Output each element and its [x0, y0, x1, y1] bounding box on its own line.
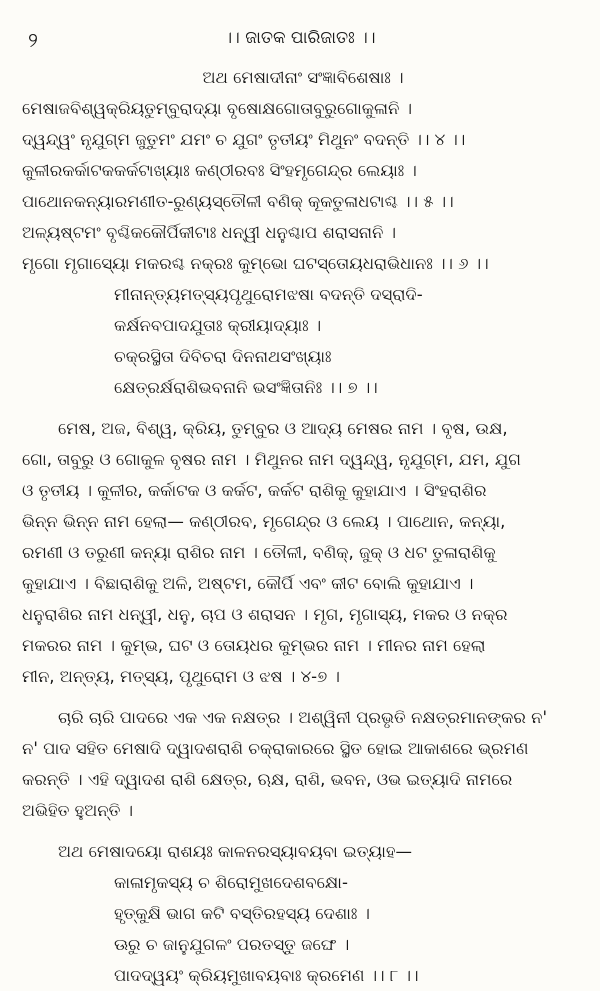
verse-line: ଊରୁ ଚ ଜାନୁଯୁଗଳଂ ପରତସ୍ତୁ ଜଙ୍ଘେ ।	[114, 935, 350, 954]
commentary-line: ମକରର ନାମ । କୁମ୍ଭ, ଘଟ ଓ ତୋୟଧର କୁମ୍ଭର ନାମ । ମୀନର ନାମ ହେଲା	[22, 636, 486, 655]
page-header	[28, 28, 572, 58]
verse-block-3	[22, 867, 584, 991]
verse-line: ଅଳ୍ୟଷ୍ଟମଂ ବୃଶ୍ଚିକକୌର୍ପିକୀଟାଃ ଧନ୍ୱୀ ଧନୁଶ୍ଚାପ ଶରାସନାନି ।	[22, 223, 397, 242]
verse-line: କ୍ଷେତ୍ରର୍କ୍ଷରାଶିଭବନାନି ଭସଂଜ୍ଞିତାନିଃ ।। ୭ ।।	[114, 378, 378, 397]
commentary-line: ମେଷ, ଅଜ, ବିଶ୍ୱ, କ୍ରିୟ, ତୁମ୍ବୁର ଓ ଆଦ୍ୟ ମେଷର ନାମ । ବୃଷ, ଉକ୍ଷ,	[58, 419, 508, 438]
spacer	[22, 826, 584, 836]
commentary-paragraph-1	[22, 413, 584, 692]
commentary-line: ଗୋ, ତାବୁରୁ ଓ ଗୋକୁଳ ବୃଷର ନାମ । ମିଥୁନର ନାମ ଦ୍ୱନ୍ଦ୍ୱ, ନୃଯୁଗ୍ମ, ଯମ, ଯୁଗ	[22, 450, 521, 469]
verse-line: କର୍କ୍ଷନବପାଦଯୁତାଃ କ୍ରୀୟାଦ୍ୟାଃ ।	[114, 316, 322, 335]
commentary-line: ମୀନ, ଅନ୍ତ୍ୟ, ମତ୍ସ୍ୟ, ପୃଥୁରୋମ ଓ ଝଷ । ୪-୭ ।	[22, 667, 340, 686]
commentary-line: ରମଣୀ ଓ ତରୁଣୀ କନ୍ୟା ରାଶିର ନାମ । ତୌଳୀ, ବଣିକ୍, ଜୁକ୍ ଓ ଧଟ ତୁଳାରାଶିକୁ	[22, 543, 496, 562]
verse-line: ଚକ୍ରସ୍ଥିତା ଦିବିଚରା ଦିନନାଥସଂଖ୍ୟାଃ	[114, 347, 332, 366]
commentary-line: ଅଭିହିତ ହୁଅନ୍ତି ।	[22, 801, 134, 820]
section-heading: ଅଥ ମେଷାଦୀନାଂ ସଂଜ୍ଞାବିଶେଷାଃ ।	[202, 68, 404, 87]
verse-block-2	[22, 279, 584, 403]
section-intro: ଅଥ ମେଷାଦୟୋ ରାଶୟଃ କାଳନରସ୍ୟାବୟବା ଇତ୍ୟାହ—	[58, 842, 413, 861]
verse-line: ମୀନାନ୍ତ୍ୟମତ୍ସ୍ୟପୃଥୁରୋମଝଷା ବଦନ୍ତି ଦସ୍ରାଦି-	[114, 285, 423, 304]
page-number: ୨	[28, 28, 38, 52]
commentary-paragraph-2	[22, 702, 584, 826]
commentary-line: କରନ୍ତି । ଏହି ଦ୍ୱାଦଶ ରାଶି କ୍ଷେତ୍ର, ଋକ୍ଷ, ରାଶି, ଭବନ, ଓଭ ଇତ୍ୟାଦି ନାମରେ	[22, 770, 513, 789]
verse-line: ଦ୍ୱନ୍ଦ୍ୱଂ ନୃଯୁଗ୍ମ ଜୁତୁମଂ ଯମଂ ଚ ଯୁଗଂ ତୃତୀୟଂ ମିଥୁନଂ ବଦନ୍ତି ।। ୪ ।।	[22, 130, 466, 149]
commentary-line: ନ' ପାଦ ସହିତ ମେଷାଦି ଦ୍ୱାଦଶରାଶି ଚକ୍ରାକାରରେ ସ୍ଥିତ ହୋଇ ଆକାଶରେ ଭ୍ରମଣ	[22, 739, 529, 758]
verse-line: ହୃତ୍କୁକ୍ଷି ଭାଗ କଟି ବସ୍ତିରହସ୍ୟ ଦେଶାଃ ।	[114, 904, 370, 923]
commentary-line: କୁହାଯାଏ । ବିଛାରାଶିକୁ ଅଳି, ଅଷ୍ଟମ, କୌର୍ପି ଏବଂ କୀଟ ବୋଲି କୁହାଯାଏ ।	[22, 574, 474, 593]
commentary-line: ଚାରି ଚାରି ପାଦରେ ଏକ ଏକ ନକ୍ଷତ୍ର । ଅଶ୍ୱିନୀ ପ୍ରଭୃତି ନକ୍ଷତ୍ରମାନଙ୍କର ନ'	[58, 708, 548, 727]
verse-line: ମୃଗୋ ମୃଗାସ୍ୟୋ ମକରଶ୍ଚ ନକ୍ରଃ କୁମ୍ଭୋ ଘଟସ୍ତୋୟଧରାଭିଧାନଃ ।। ୬ ।।	[22, 254, 489, 273]
verse-line: କାଳାମୃକସ୍ୟ ଚ ଶିରୋମୁଖଦେଶବକ୍ଷୋ-	[114, 873, 348, 892]
verse-line: ପାଥୋନକନ୍ୟାରମଣୀତ-ରୁଣ୍ୟସ୍ତୌଳୀ ବଣିକ୍ କୂକତୁଳାଧଟାଶ୍ଚ ।। ୫ ।।	[22, 192, 454, 211]
spacer	[22, 403, 584, 413]
verse-line: ପାଦଦ୍ୱୟଂ କ୍ରିୟମୁଖାବୟବାଃ କ୍ରମେଣ ।। ୮ ।।	[114, 966, 419, 985]
verse-block-1	[22, 93, 584, 279]
verse-line: କୁଳୀରକର୍କାଟକକର୍କଟାଖ୍ୟାଃ କଣ୍ଠୀରବଃ ସିଂହମୃଗେନ୍ଦ୍ର ଲେୟାଃ ।	[22, 161, 417, 180]
spacer	[22, 692, 584, 702]
page-body	[22, 62, 584, 991]
commentary-line: ଧନୁରାଶିର ନାମ ଧନ୍ୱୀ, ଧନୁ, ଚାପ ଓ ଶରାସନ । ମୃଗ, ମୃଗାସ୍ୟ, ମକର ଓ ନକ୍ର	[22, 605, 508, 624]
verse-line: ମେଷାଜବିଶ୍ୱକ୍ରିୟତୁମ୍ବୁରାଦ୍ୟା ବୃଷୋକ୍ଷଗୋତାବୁରୁଗୋକୁଳାନି ।	[22, 99, 413, 118]
commentary-line: ଓ ତୃତୀୟ । କୁଳୀର, କର୍କାଟକ ଓ କର୍କଟ, କର୍କଟ ରାଶିକୁ କୁହାଯାଏ । ସିଂହରାଶିର	[22, 481, 487, 500]
running-title: ।। ଜାତକ ପାରିଜାତଃ ।।	[224, 28, 376, 48]
commentary-line: ଭିନ୍ନ ଭିନ୍ନ ନାମ ହେଲା— କଣ୍ଠୀରବ, ମୃଗେନ୍ଦ୍ର ଓ ଲେୟ । ପାଥୋନ, କନ୍ୟା,	[22, 512, 506, 531]
